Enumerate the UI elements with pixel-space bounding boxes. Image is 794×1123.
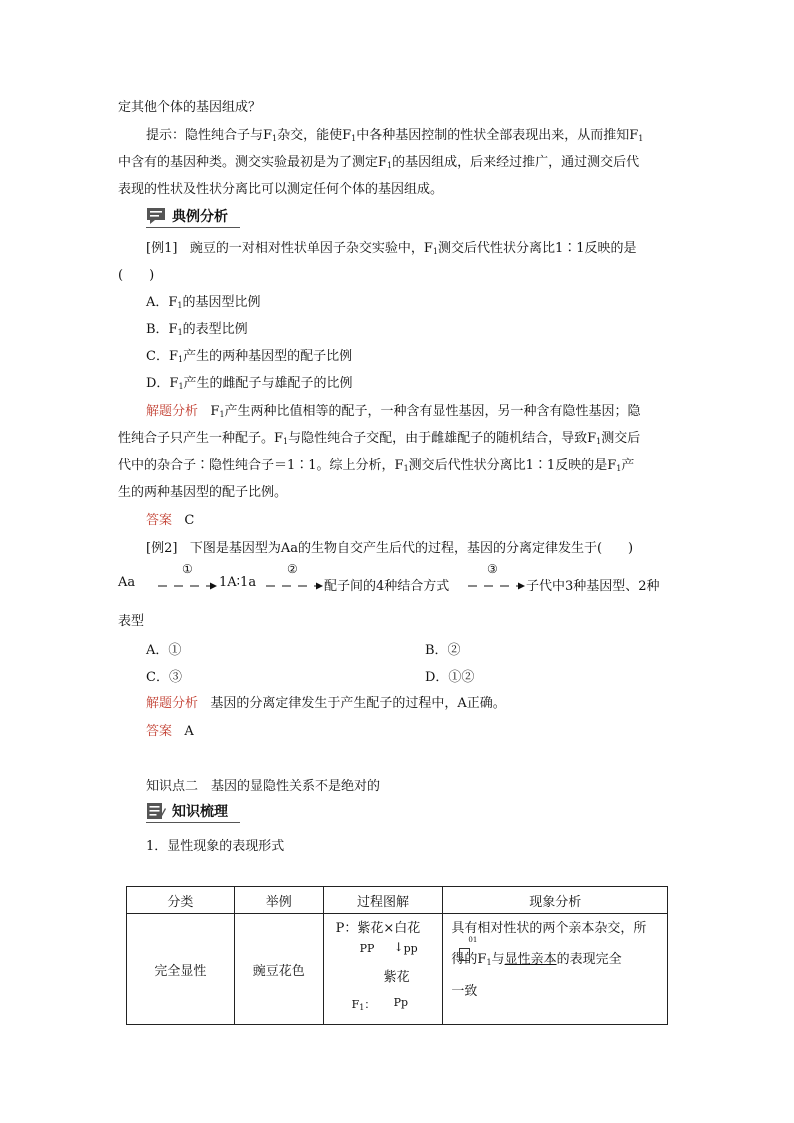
process-genotype-pp-recessive: pp bbox=[403, 942, 418, 955]
section-underline bbox=[146, 822, 240, 823]
ex1-analysis-line-2: 性纯合子只产生一种配子。$F_1$与隐性纯合子交配，由于雌雄配子的随机结合，导致$F_1$测交后 bbox=[118, 431, 641, 446]
ex1-option-c: C．$F_1$产生的两种基因型的配子比例 bbox=[146, 349, 353, 364]
hint-label: 提示： bbox=[146, 128, 186, 143]
ex1-answer: 答案 C bbox=[146, 513, 195, 528]
notes-icon bbox=[146, 802, 166, 820]
hint-line-2: 中含有的基因种类。测交实验最初是为了测定$F_1$的基因组成，后来经过推广，通过测交后代 bbox=[118, 155, 640, 170]
flow-offspring: 子代中3种基因型、2种 bbox=[526, 579, 660, 594]
dominance-table bbox=[126, 886, 668, 1025]
analysis-label: 解题分析 bbox=[146, 696, 199, 711]
answer-label: 答案 bbox=[146, 724, 173, 739]
table-cell-example: 豌豆花色 bbox=[234, 914, 323, 1025]
step-1-label: ① bbox=[182, 562, 193, 576]
ex1-option-b: B．$F_1$的表型比例 bbox=[146, 322, 248, 337]
list-item-1: 1．显性现象的表现形式 bbox=[146, 839, 285, 854]
ex2-analysis: 解题分析 基因的分离定律发生于产生配子的过程中，A正确。 bbox=[146, 696, 506, 711]
section-underline bbox=[146, 227, 240, 228]
table-header: 过程图解 bbox=[323, 887, 443, 914]
process-parents: P：紫花×白花 bbox=[335, 921, 421, 936]
dashed-arrow-icon bbox=[468, 581, 526, 591]
flow-continuation: 表型 bbox=[118, 614, 145, 629]
flow-start: Aa bbox=[118, 575, 136, 590]
table-header-row bbox=[127, 887, 668, 914]
ex1-option-d: D．$F_1$产生的雌配子与雄配子的比例 bbox=[146, 376, 353, 391]
intro-line: 定其他个体的基因组成？ bbox=[118, 100, 262, 115]
step-3-label: ③ bbox=[487, 562, 498, 576]
ex2-answer: 答案 A bbox=[146, 724, 194, 739]
flow-combination: 配子间的4种结合方式 bbox=[324, 579, 450, 594]
ex1-analysis-line-3: 代中的杂合子∶隐性纯合子＝1∶1。综上分析，$F_1$测交后代性状分离比1∶1反映的是$F_1$产 bbox=[118, 458, 635, 473]
process-f1-genotype: Pp bbox=[393, 996, 409, 1009]
dashed-arrow-icon bbox=[266, 581, 324, 591]
section-heading-examples: 典例分析 bbox=[146, 205, 228, 227]
ex1-option-a: A．$F_1$的基因型比例 bbox=[146, 295, 261, 310]
table-header: 举例 bbox=[234, 887, 323, 914]
process-f1: $F_1$： bbox=[351, 998, 376, 1012]
hint-line-1: 提示：隐性纯合子与$F_1$杂交，能使$F_1$中各种基因控制的性状全部表现出来，从而推知$F_1$ bbox=[146, 128, 644, 143]
ex2-option-c: C．③ bbox=[146, 670, 182, 685]
ex2-option-b: B．② bbox=[425, 643, 461, 658]
ex2-option-a: A．① bbox=[146, 643, 182, 658]
process-genotype-pp-dominant: PP bbox=[359, 942, 375, 955]
ex1-analysis-line-1: 解题分析 $F_1$产生两种比值相等的配子，一种含有显性基因，另一种含有隐性基因；隐 bbox=[146, 404, 641, 419]
ex1-analysis-line-4: 生的两种基因型的配子比例。 bbox=[118, 485, 288, 500]
knowledge-point-title: 知识点二 基因的显隐性关系不是绝对的 bbox=[146, 779, 381, 794]
step-2-label: ② bbox=[287, 562, 298, 576]
ex2-option-d: D．①② bbox=[425, 670, 475, 685]
answer-label: 答案 bbox=[146, 513, 173, 528]
hint-line-3: 表现的性状及性状分离比可以测定任何个体的基因组成。 bbox=[118, 182, 444, 197]
table-cell-category: 完全显性 bbox=[127, 914, 235, 1025]
table-row bbox=[127, 914, 668, 1025]
ex2-question: [例2] 下图是基因型为Aa的生物自交产生后代的过程，基因的分离定律发生于( ) bbox=[146, 541, 634, 556]
down-arrow-icon: ↓ bbox=[393, 940, 404, 954]
analysis-label: 解题分析 bbox=[146, 404, 199, 419]
dashed-arrow-icon bbox=[158, 581, 218, 591]
table-cell-process bbox=[323, 914, 443, 1025]
table-header: 现象分析 bbox=[443, 887, 668, 914]
table-cell-analysis: 具有相对性状的两个亲本杂交，所 得的$F_1$与 01 显性亲本的表现完全 一致 bbox=[443, 914, 668, 1025]
table-header: 分类 bbox=[127, 887, 235, 914]
comment-icon bbox=[146, 207, 166, 225]
flow-gametes-ratio: 1A∶1a bbox=[219, 575, 257, 590]
ex1-question: [例1] 豌豆的一对相对性状单因子杂交实验中，$F_1$测交后代性状分离比1∶1反映的是 bbox=[146, 241, 637, 256]
ex1-question-paren: ( ) bbox=[118, 268, 155, 283]
fill-in-answer: 显性亲本 bbox=[504, 952, 557, 967]
section-heading-knowledge: 知识梳理 bbox=[146, 800, 228, 822]
blank-box-icon: 01 bbox=[459, 948, 470, 961]
process-offspring-phenotype: 紫花 bbox=[383, 970, 410, 985]
